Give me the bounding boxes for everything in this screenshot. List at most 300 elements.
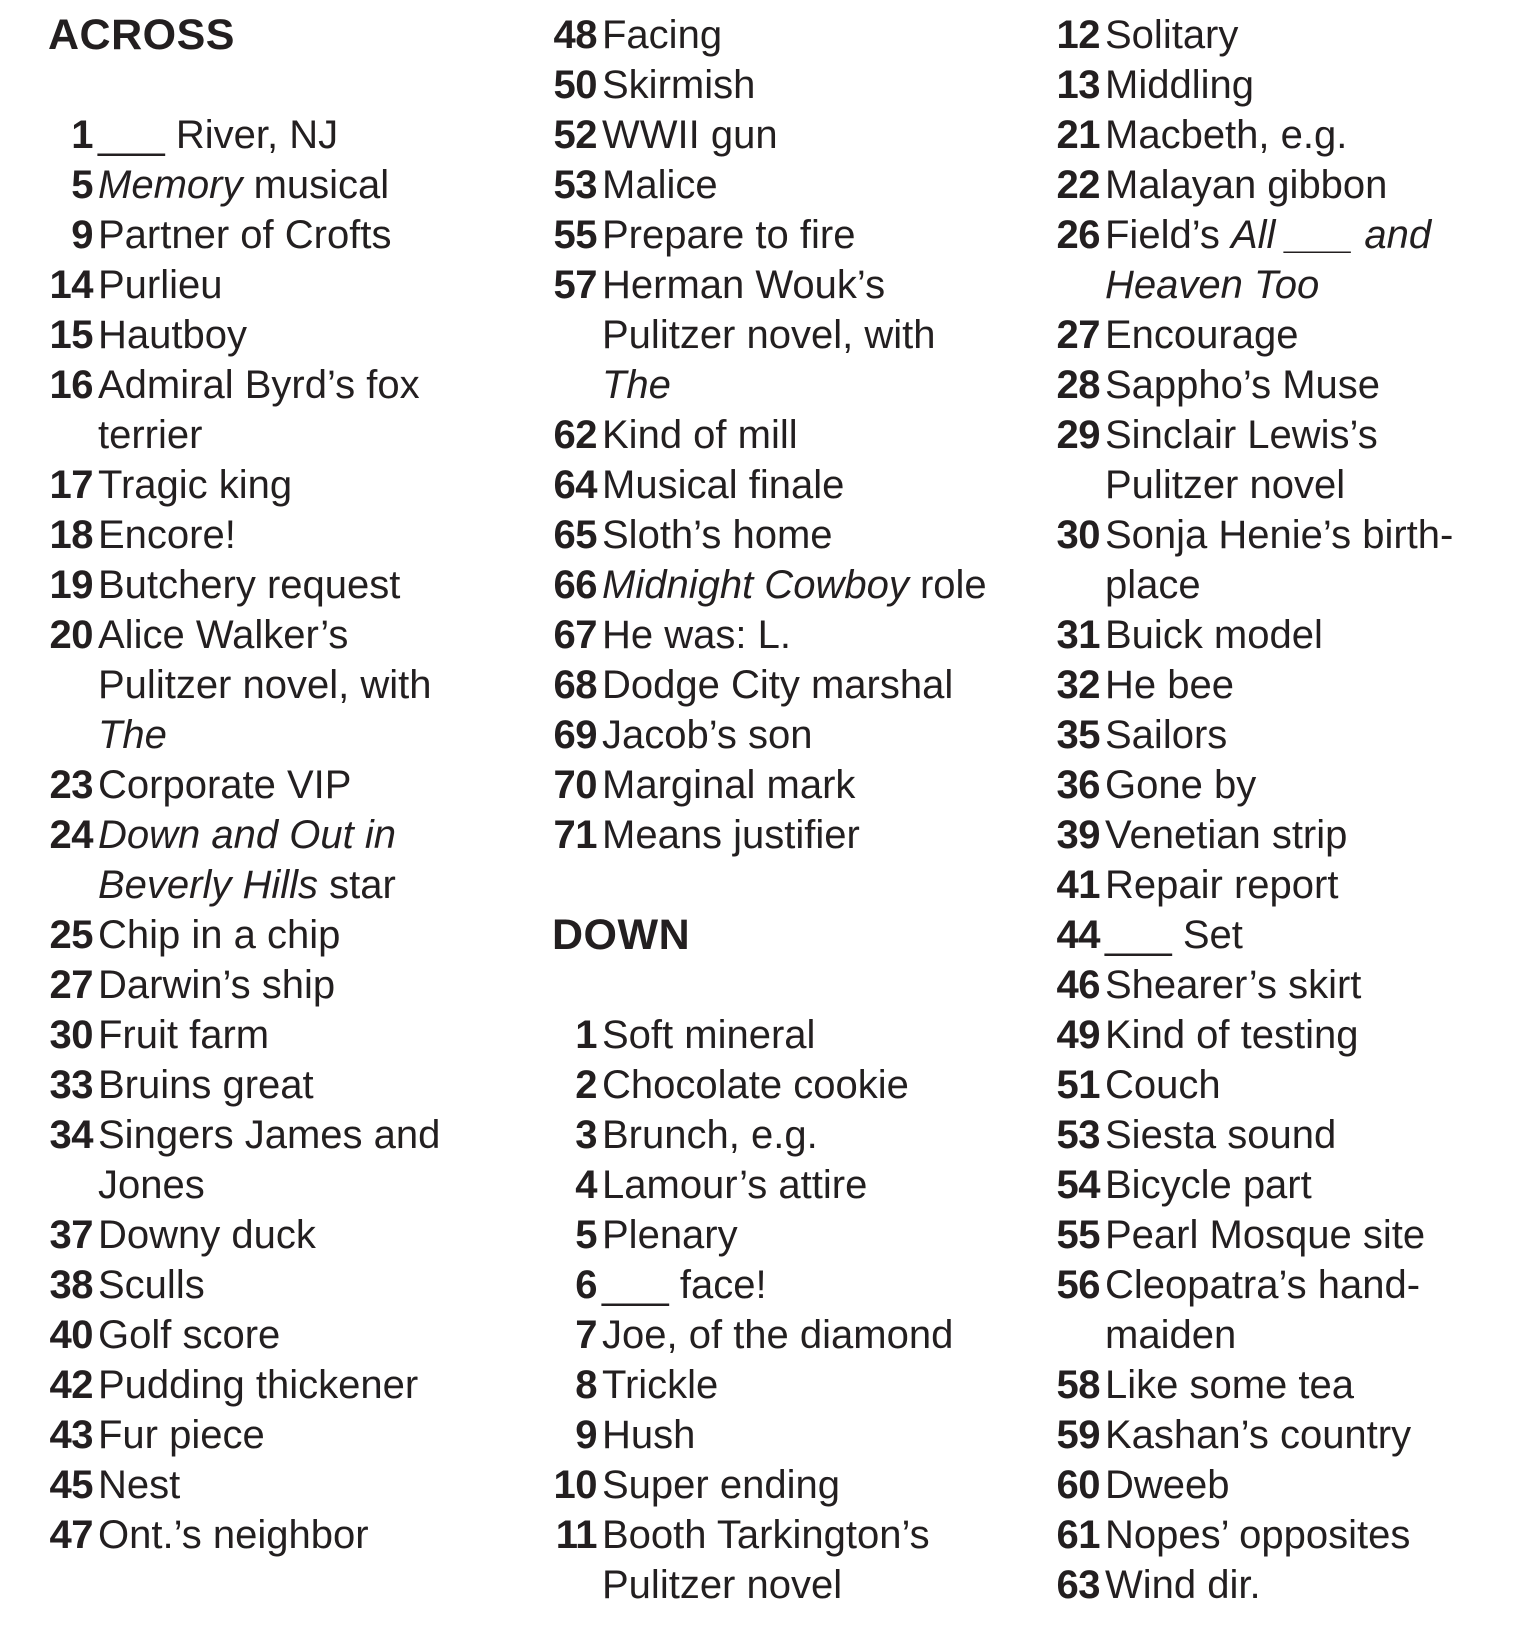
clue-item (48, 610, 508, 760)
clue-text-segment: Nest (98, 1463, 181, 1507)
clue-text-segment: Solitary (1105, 13, 1239, 57)
clue-text-segment: Couch (1105, 1063, 1221, 1107)
clue-text (602, 1110, 1022, 1160)
clue-text-segment: Plenary (602, 1213, 738, 1257)
clue-text-segment: Jacob’s son (602, 713, 813, 757)
clue-text (602, 1210, 1022, 1260)
clue-item (48, 1210, 508, 1260)
clue-item (48, 110, 508, 160)
clue-item (1055, 60, 1515, 110)
clue-text (602, 1060, 1022, 1110)
across-down-column (552, 10, 1022, 1610)
clue-item (1055, 910, 1515, 960)
clue-item (48, 1460, 508, 1510)
clue-text (98, 510, 508, 560)
clue-number: 5 (71, 163, 93, 207)
clue-number: 50 (553, 63, 597, 107)
clue-text-segment: Soft mineral (602, 1013, 816, 1057)
clue-number: 71 (553, 813, 597, 857)
clue-text-italic: All ___ and (1230, 213, 1432, 257)
clue-number: 37 (49, 1213, 93, 1257)
clue-item (1055, 210, 1515, 310)
clue-text-segment: Butchery request (98, 563, 401, 607)
clue-text (98, 1460, 508, 1510)
clue-text (1105, 60, 1515, 110)
clue-number: 64 (553, 463, 597, 507)
clue-item (552, 1010, 1022, 1060)
clue-text-segment: He bee (1105, 663, 1234, 707)
clue-number: 38 (49, 1263, 93, 1307)
clue-text-segment: Kind of testing (1105, 1013, 1359, 1057)
clue-text (1105, 1360, 1515, 1410)
clue-item (552, 210, 1022, 260)
clue-text-segment: Malayan gibbon (1105, 163, 1388, 207)
clue-number: 70 (553, 763, 597, 807)
clue-item (1055, 810, 1515, 860)
clue-number: 2 (575, 1063, 597, 1107)
clue-text (1105, 810, 1515, 860)
clue-number: 60 (1056, 1463, 1100, 1507)
clue-text (602, 210, 1022, 260)
clue-number: 34 (49, 1113, 93, 1157)
clue-text-segment: Encourage (1105, 313, 1299, 357)
clue-text-segment: Field’s (1105, 213, 1231, 257)
clue-item (552, 1410, 1022, 1460)
clue-item (1055, 660, 1515, 710)
clue-item (48, 910, 508, 960)
clue-number: 31 (1056, 613, 1100, 657)
clue-text (98, 310, 508, 360)
clue-text-segment: Prepare to fire (602, 213, 856, 257)
clue-text (1105, 410, 1515, 510)
clue-text-segment: Nopes’ opposites (1105, 1513, 1411, 1557)
clue-number: 39 (1056, 813, 1100, 857)
clue-text (1105, 110, 1515, 160)
clue-text-italic: Beverly Hills (98, 863, 319, 907)
clue-item (48, 810, 508, 910)
clue-item (552, 560, 1022, 610)
clue-text-segment: WWII gun (602, 113, 778, 157)
clue-number: 59 (1056, 1413, 1100, 1457)
clue-item (552, 260, 1022, 410)
clue-text (602, 160, 1022, 210)
clue-number: 47 (49, 1513, 93, 1557)
clue-text-segment: Sappho’s Muse (1105, 363, 1380, 407)
clue-text (1105, 160, 1515, 210)
clue-text-segment: Wind dir. (1105, 1563, 1261, 1607)
clue-text-segment: role (908, 563, 987, 607)
clue-text-segment: Gone by (1105, 763, 1257, 807)
clue-number: 8 (575, 1363, 597, 1407)
clue-text-segment: Fruit farm (98, 1013, 270, 1057)
clue-text-segment: Sloth’s home (602, 513, 833, 557)
clue-text-segment: Sailors (1105, 713, 1228, 757)
clue-text-segment: star (318, 863, 396, 907)
clue-text-segment: ___ Set (1105, 913, 1243, 957)
clue-item (1055, 710, 1515, 760)
clue-item (48, 1510, 508, 1560)
clue-text-segment: Booth Tarkington’s (602, 1513, 930, 1557)
clue-text (602, 110, 1022, 160)
clue-text (98, 810, 508, 910)
clue-number: 27 (49, 963, 93, 1007)
clue-text (602, 710, 1022, 760)
clue-number: 10 (553, 1463, 597, 1507)
clue-text (1105, 1160, 1515, 1210)
clue-number: 55 (1056, 1213, 1100, 1257)
clue-text-segment: Kind of mill (602, 413, 798, 457)
clue-text (1105, 360, 1515, 410)
clue-text-segment: Middling (1105, 63, 1254, 107)
clue-text-segment: Purlieu (98, 263, 223, 307)
clue-text (602, 610, 1022, 660)
clue-text-italic: Midnight Cowboy (602, 563, 909, 607)
clue-text (1105, 210, 1515, 310)
clue-item (552, 760, 1022, 810)
down-column (1055, 10, 1515, 1610)
clue-number: 68 (553, 663, 597, 707)
clue-text (602, 1510, 1022, 1610)
clue-text-segment: Ont.’s neighbor (98, 1513, 369, 1557)
spacer (552, 960, 1022, 1010)
across-column (48, 10, 508, 1560)
clue-text (98, 110, 508, 160)
clue-number: 23 (49, 763, 93, 807)
clue-number: 20 (49, 613, 93, 657)
clue-number: 53 (553, 163, 597, 207)
clue-number: 5 (575, 1213, 597, 1257)
clue-text-segment: Skirmish (602, 63, 756, 107)
clue-number: 55 (553, 213, 597, 257)
clue-item (48, 460, 508, 510)
clue-number: 18 (49, 513, 93, 557)
clue-text-segment: Malice (602, 163, 718, 207)
clue-text-segment: Sculls (98, 1263, 205, 1307)
clue-text (1105, 510, 1515, 610)
clue-item (1055, 310, 1515, 360)
across-heading: ACROSS (48, 11, 235, 59)
clue-text-segment: Trickle (602, 1363, 719, 1407)
across-clue-list-continued (552, 10, 1022, 860)
clue-text (98, 960, 508, 1010)
clue-number: 69 (553, 713, 597, 757)
clue-text-segment: musical (242, 163, 390, 207)
clue-number: 19 (49, 563, 93, 607)
clue-number: 40 (49, 1313, 93, 1357)
clue-text-segment: Macbeth, e.g. (1105, 113, 1348, 157)
clue-text (98, 210, 508, 260)
clue-text (1105, 1210, 1515, 1260)
clue-number: 12 (1056, 13, 1100, 57)
clue-text (98, 1310, 508, 1360)
clue-text-segment: Alice Walker’s (98, 613, 349, 657)
clue-number: 30 (49, 1013, 93, 1057)
clue-text (1105, 1010, 1515, 1060)
clue-number: 32 (1056, 663, 1100, 707)
clue-number: 63 (1056, 1563, 1100, 1607)
clue-item (48, 1260, 508, 1310)
clue-number: 33 (49, 1063, 93, 1107)
clue-text-segment: Herman Wouk’s (602, 263, 886, 307)
clue-text (98, 910, 508, 960)
clue-text-segment: Repair report (1105, 863, 1339, 907)
clue-item (1055, 1210, 1515, 1260)
clue-item (1055, 1460, 1515, 1510)
clue-item (48, 260, 508, 310)
clue-item (1055, 610, 1515, 660)
clue-text-segment: place (1105, 563, 1201, 607)
clue-number: 21 (1056, 113, 1100, 157)
clue-item (552, 1310, 1022, 1360)
clue-item (1055, 1110, 1515, 1160)
clue-text (1105, 1260, 1515, 1360)
clue-item (552, 510, 1022, 560)
clue-text (1105, 1060, 1515, 1110)
clue-text-segment: Joe, of the diamond (602, 1313, 954, 1357)
clue-number: 28 (1056, 363, 1100, 407)
clue-number: 41 (1056, 863, 1100, 907)
clue-text-segment: He was: L. (602, 613, 791, 657)
clue-item (1055, 10, 1515, 60)
clue-item (48, 1310, 508, 1360)
clue-text-segment: Admiral Byrd’s fox (98, 363, 420, 407)
clue-item (1055, 360, 1515, 410)
clue-number: 16 (49, 363, 93, 407)
clue-text-segment: terrier (98, 413, 203, 457)
clue-text-segment: Musical finale (602, 463, 845, 507)
clue-text (1105, 10, 1515, 60)
clue-number: 4 (575, 1163, 597, 1207)
clue-item (1055, 1260, 1515, 1360)
clue-text (1105, 660, 1515, 710)
clue-item (552, 110, 1022, 160)
clue-number: 35 (1056, 713, 1100, 757)
clue-number: 46 (1056, 963, 1100, 1007)
clue-text-segment: Corporate VIP (98, 763, 352, 807)
clue-text-segment: Brunch, e.g. (602, 1113, 818, 1157)
spacer (48, 60, 508, 110)
clue-number: 25 (49, 913, 93, 957)
clue-text-segment: Sinclair Lewis’s (1105, 413, 1378, 457)
clue-text (98, 1210, 508, 1260)
clue-text-segment: ___ face! (602, 1263, 767, 1307)
clue-item (48, 160, 508, 210)
clue-text-segment: Dweeb (1105, 1463, 1230, 1507)
clue-text (1105, 1560, 1515, 1610)
clue-item (552, 1360, 1022, 1410)
clue-number: 45 (49, 1463, 93, 1507)
clue-text (98, 360, 508, 460)
clue-number: 52 (553, 113, 597, 157)
clue-text-italic: The (98, 713, 167, 757)
clue-text (1105, 710, 1515, 760)
clue-text (98, 460, 508, 510)
clue-text-segment: Marginal mark (602, 763, 856, 807)
clue-text-segment: Tragic king (98, 463, 293, 507)
clue-text-segment: maiden (1105, 1313, 1237, 1357)
spacer (552, 860, 1022, 910)
clue-text (1105, 760, 1515, 810)
clue-text (1105, 310, 1515, 360)
clue-number: 1 (575, 1013, 597, 1057)
clue-text-segment: Bicycle part (1105, 1163, 1312, 1207)
clue-text (98, 610, 508, 760)
clue-text (602, 560, 1022, 610)
clue-text-segment: Super ending (602, 1463, 840, 1507)
clue-text (1105, 1110, 1515, 1160)
clue-number: 58 (1056, 1363, 1100, 1407)
clue-text (1105, 1460, 1515, 1510)
clue-text (98, 260, 508, 310)
clue-text (602, 1160, 1022, 1210)
clue-text-segment: Chip in a chip (98, 913, 341, 957)
clue-text-segment: Means justifier (602, 813, 860, 857)
clue-item (1055, 860, 1515, 910)
down-clue-list-continued (1055, 10, 1515, 1610)
clue-number: 51 (1056, 1063, 1100, 1107)
clue-item (48, 210, 508, 260)
clue-item (552, 1210, 1022, 1260)
clue-item (1055, 760, 1515, 810)
clue-number: 42 (49, 1363, 93, 1407)
clue-item (552, 410, 1022, 460)
clue-item (552, 1510, 1022, 1610)
clue-item (48, 1110, 508, 1210)
clue-number: 9 (575, 1413, 597, 1457)
clue-text-segment: Shearer’s skirt (1105, 963, 1362, 1007)
clue-text (1105, 610, 1515, 660)
clue-text-segment: Chocolate cookie (602, 1063, 909, 1107)
clue-text (602, 410, 1022, 460)
clue-text-segment: Fur piece (98, 1413, 265, 1457)
clue-text (602, 1460, 1022, 1510)
clue-text (602, 510, 1022, 560)
clue-text (98, 1010, 508, 1060)
clue-text (1105, 910, 1515, 960)
clue-text-segment: Hautboy (98, 313, 247, 357)
clue-number: 48 (553, 13, 597, 57)
clue-text (602, 10, 1022, 60)
clue-item (1055, 1560, 1515, 1610)
clue-item (48, 510, 508, 560)
clue-number: 62 (553, 413, 597, 457)
clue-text-italic: Down and Out in (98, 813, 396, 857)
clue-item (552, 1460, 1022, 1510)
clue-number: 1 (71, 113, 93, 157)
clue-text (1105, 860, 1515, 910)
clue-text-italic: Heaven Too (1105, 263, 1320, 307)
clue-text (602, 1360, 1022, 1410)
clue-text-segment: Hush (602, 1413, 696, 1457)
clue-item (1055, 1060, 1515, 1110)
clue-number: 24 (49, 813, 93, 857)
clue-item (552, 660, 1022, 710)
clue-text (98, 1260, 508, 1310)
clue-item (1055, 110, 1515, 160)
clue-text-segment: Pearl Mosque site (1105, 1213, 1426, 1257)
clue-number: 17 (49, 463, 93, 507)
clue-text (602, 1010, 1022, 1060)
clue-number: 56 (1056, 1263, 1100, 1307)
clue-number: 54 (1056, 1163, 1100, 1207)
clue-item (552, 10, 1022, 60)
down-clue-list (552, 1010, 1022, 1610)
clue-item (48, 310, 508, 360)
clue-item (552, 1060, 1022, 1110)
clue-item (48, 360, 508, 460)
clue-number: 53 (1056, 1113, 1100, 1157)
clue-item (1055, 1010, 1515, 1060)
clue-number: 36 (1056, 763, 1100, 807)
clue-text-segment: Partner of Crofts (98, 213, 392, 257)
clue-number: 43 (49, 1413, 93, 1457)
clue-item (48, 1360, 508, 1410)
clue-item (552, 160, 1022, 210)
clue-text-segment: Darwin’s ship (98, 963, 336, 1007)
clue-item (552, 710, 1022, 760)
clue-number: 67 (553, 613, 597, 657)
clue-text (98, 1360, 508, 1410)
down-heading: DOWN (552, 911, 691, 959)
clue-number: 44 (1056, 913, 1100, 957)
clue-number: 13 (1056, 63, 1100, 107)
clue-text-segment: Cleopatra’s hand- (1105, 1263, 1421, 1307)
clue-text-segment: Pulitzer novel (602, 1563, 843, 1607)
clue-text-segment: Dodge City marshal (602, 663, 954, 707)
clue-text-segment: Siesta sound (1105, 1113, 1337, 1157)
clue-text-italic: Memory (98, 163, 243, 207)
clue-text (602, 260, 1022, 410)
clue-number: 3 (575, 1113, 597, 1157)
clue-number: 49 (1056, 1013, 1100, 1057)
clue-text (602, 60, 1022, 110)
clue-item (48, 1060, 508, 1110)
clue-item (552, 1110, 1022, 1160)
clue-item (1055, 1160, 1515, 1210)
clue-item (552, 1260, 1022, 1310)
clue-item (1055, 1510, 1515, 1560)
clue-item (48, 1410, 508, 1460)
clue-item (48, 1010, 508, 1060)
clue-text-segment: Buick model (1105, 613, 1323, 657)
clue-text-segment: Like some tea (1105, 1363, 1355, 1407)
clue-number: 6 (575, 1263, 597, 1307)
clue-text (98, 160, 508, 210)
clue-item (48, 960, 508, 1010)
clue-text (1105, 1510, 1515, 1560)
clue-item (552, 610, 1022, 660)
clue-number: 65 (553, 513, 597, 557)
clue-text-segment: Encore! (98, 513, 236, 557)
clue-text-segment: Pulitzer novel (1105, 463, 1346, 507)
clue-text-segment: Pulitzer novel, with (98, 663, 432, 707)
clue-text-segment: Kashan’s country (1105, 1413, 1412, 1457)
clue-item (1055, 160, 1515, 210)
clue-text (602, 660, 1022, 710)
clue-text (98, 760, 508, 810)
clue-text (602, 460, 1022, 510)
clue-text-segment: Pulitzer novel, with (602, 313, 936, 357)
clue-number: 9 (71, 213, 93, 257)
clue-number: 61 (1056, 1513, 1100, 1557)
clue-item (1055, 1360, 1515, 1410)
clue-item (48, 560, 508, 610)
clue-item (552, 810, 1022, 860)
clue-number: 57 (553, 263, 597, 307)
clue-item (552, 1160, 1022, 1210)
clue-number: 22 (1056, 163, 1100, 207)
clue-item (1055, 510, 1515, 610)
